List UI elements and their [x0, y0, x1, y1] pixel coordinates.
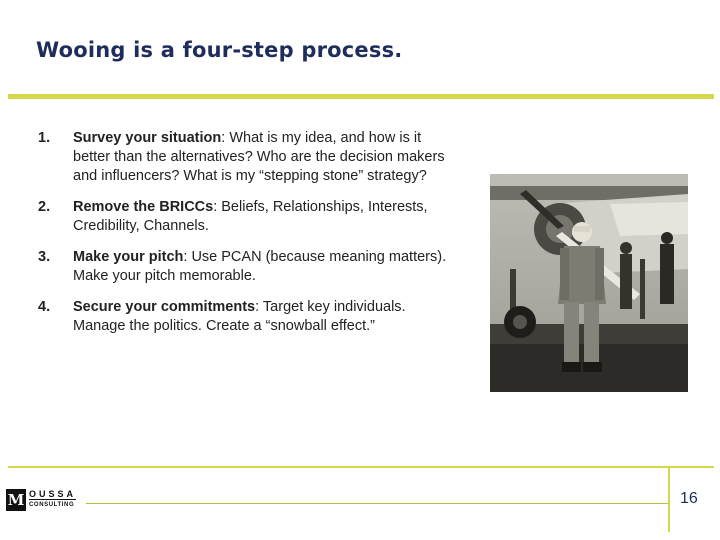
footer-divider — [8, 466, 668, 468]
aviator-photo-illustration — [490, 174, 688, 392]
steps-list — [38, 129, 458, 348]
list-item — [38, 298, 458, 336]
step-heading: Secure your commitments — [73, 299, 256, 315]
step-text: : Use PCAN (because meaning matters). Make your pitch memorable. — [73, 249, 447, 284]
footer-line — [86, 503, 668, 504]
step-number: 2. — [38, 199, 51, 215]
list-item — [38, 198, 458, 236]
step-number: 4. — [38, 299, 51, 315]
logo-subtitle: CONSULTING — [29, 499, 76, 510]
step-number: 1. — [38, 130, 51, 146]
step-text: : What is my idea, and how is it better than the alternatives? Who are the decision makers and influencers? What is my “stepping stone” strategy? — [73, 130, 445, 184]
list-item — [38, 129, 458, 186]
step-heading: Make your pitch — [73, 249, 184, 265]
step-heading: Remove the BRICCs — [73, 199, 214, 215]
step-text: : Beliefs, Relationships, Interests, Credibility, Channels. — [73, 199, 428, 234]
logo-wordmark: OUSSA — [29, 489, 77, 499]
footer-divider-right — [668, 466, 714, 468]
list-item — [38, 248, 458, 286]
title-divider — [8, 94, 714, 99]
step-text: : Target key individuals. Manage the politics. Create a “snowball effect.” — [73, 299, 406, 334]
logo-mark: M — [7, 491, 25, 509]
step-heading: Survey your situation — [73, 130, 222, 146]
slide-title: Wooing is a four-step process. — [36, 38, 403, 62]
aviator-photo — [490, 174, 688, 392]
page-number: 16 — [680, 490, 698, 507]
moussa-consulting-logo — [6, 486, 78, 514]
step-number: 3. — [38, 249, 51, 265]
page-number-divider — [668, 466, 670, 532]
